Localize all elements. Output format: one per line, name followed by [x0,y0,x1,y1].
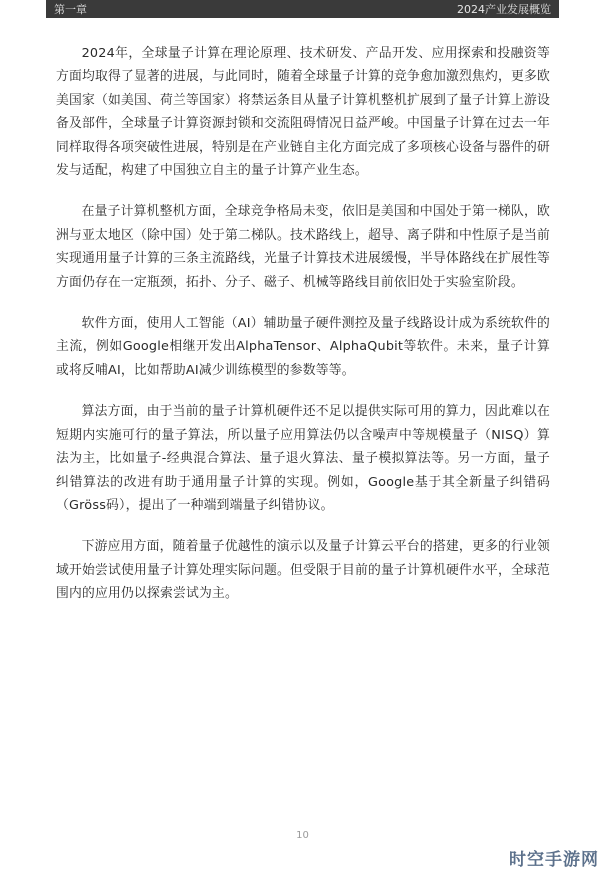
page-number: 10 [296,830,309,841]
body-text [56,42,550,624]
paragraph-overview: 2024年，全球量子计算在理论原理、技术研发、产品开发、应用探索和投融资等方面均取得了显著的进展，与此同时，随着全球量子计算的竞争愈加激烈焦灼，更多欧美国家（如美国、荷兰等国家）将禁运条目从量子计算机整机扩展到了量子计算上游设备及部件，全球量子计算资源封锁和交流阻碍情况日益严峻。中国量子计算在过去一年同样取得各项突破性进展，特别是在产业链自主化方面完成了多项核心设备与器件的研发与适配，构建了中国独立自主的量子计算产业生态。 [56,46,550,179]
chapter-label: 第一章 [54,3,87,16]
paragraph-algorithms: 算法方面，由于当前的量子计算机硬件还不足以提供实际可用的算力，因此难以在短期内实施可行的量子算法，所以量子应用算法仍以含噪声中等规模量子（NISQ）算法为主，比如量子-经典混合算法、量子退火算法、量子模拟算法等。另一方面，量子纠错算法的改进有助于通用量子计算的实现。例如，Google基于其全新量子纠错码（Gröss码），提出了一种端到端量子纠错协议。 [56,404,550,513]
report-title: 2024产业发展概览 [457,3,551,16]
running-header [46,0,559,18]
paragraph-software: 软件方面，使用人工智能（AI）辅助量子硬件测控及量子线路设计成为系统软件的主流，例如Google相继开发出AlphaTensor、AlphaQubit等软件。未来，量子计算或将反哺AI，比如帮助AI减少训练模型的参数等等。 [56,316,550,378]
site-watermark: 时空手游网 [509,850,599,870]
paragraph-hardware: 在量子计算机整机方面，全球竞争格局未变，依旧是美国和中国处于第一梯队，欧洲与亚太地区（除中国）处于第二梯队。技术路线上，超导、离子阱和中性原子是当前实现通用量子计算的三条主流路线，光量子计算技术进展缓慢，半导体路线在扩展性等方面仍存在一定瓶颈，拓扑、分子、磁子、机械等路线目前依旧处于实验室阶段。 [56,204,550,290]
paragraph-applications: 下游应用方面，随着量子优越性的演示以及量子计算云平台的搭建，更多的行业领域开始尝试使用量子计算处理实际问题。但受限于目前的量子计算机硬件水平，全球范围内的应用仍以探索尝试为主。 [56,539,550,602]
